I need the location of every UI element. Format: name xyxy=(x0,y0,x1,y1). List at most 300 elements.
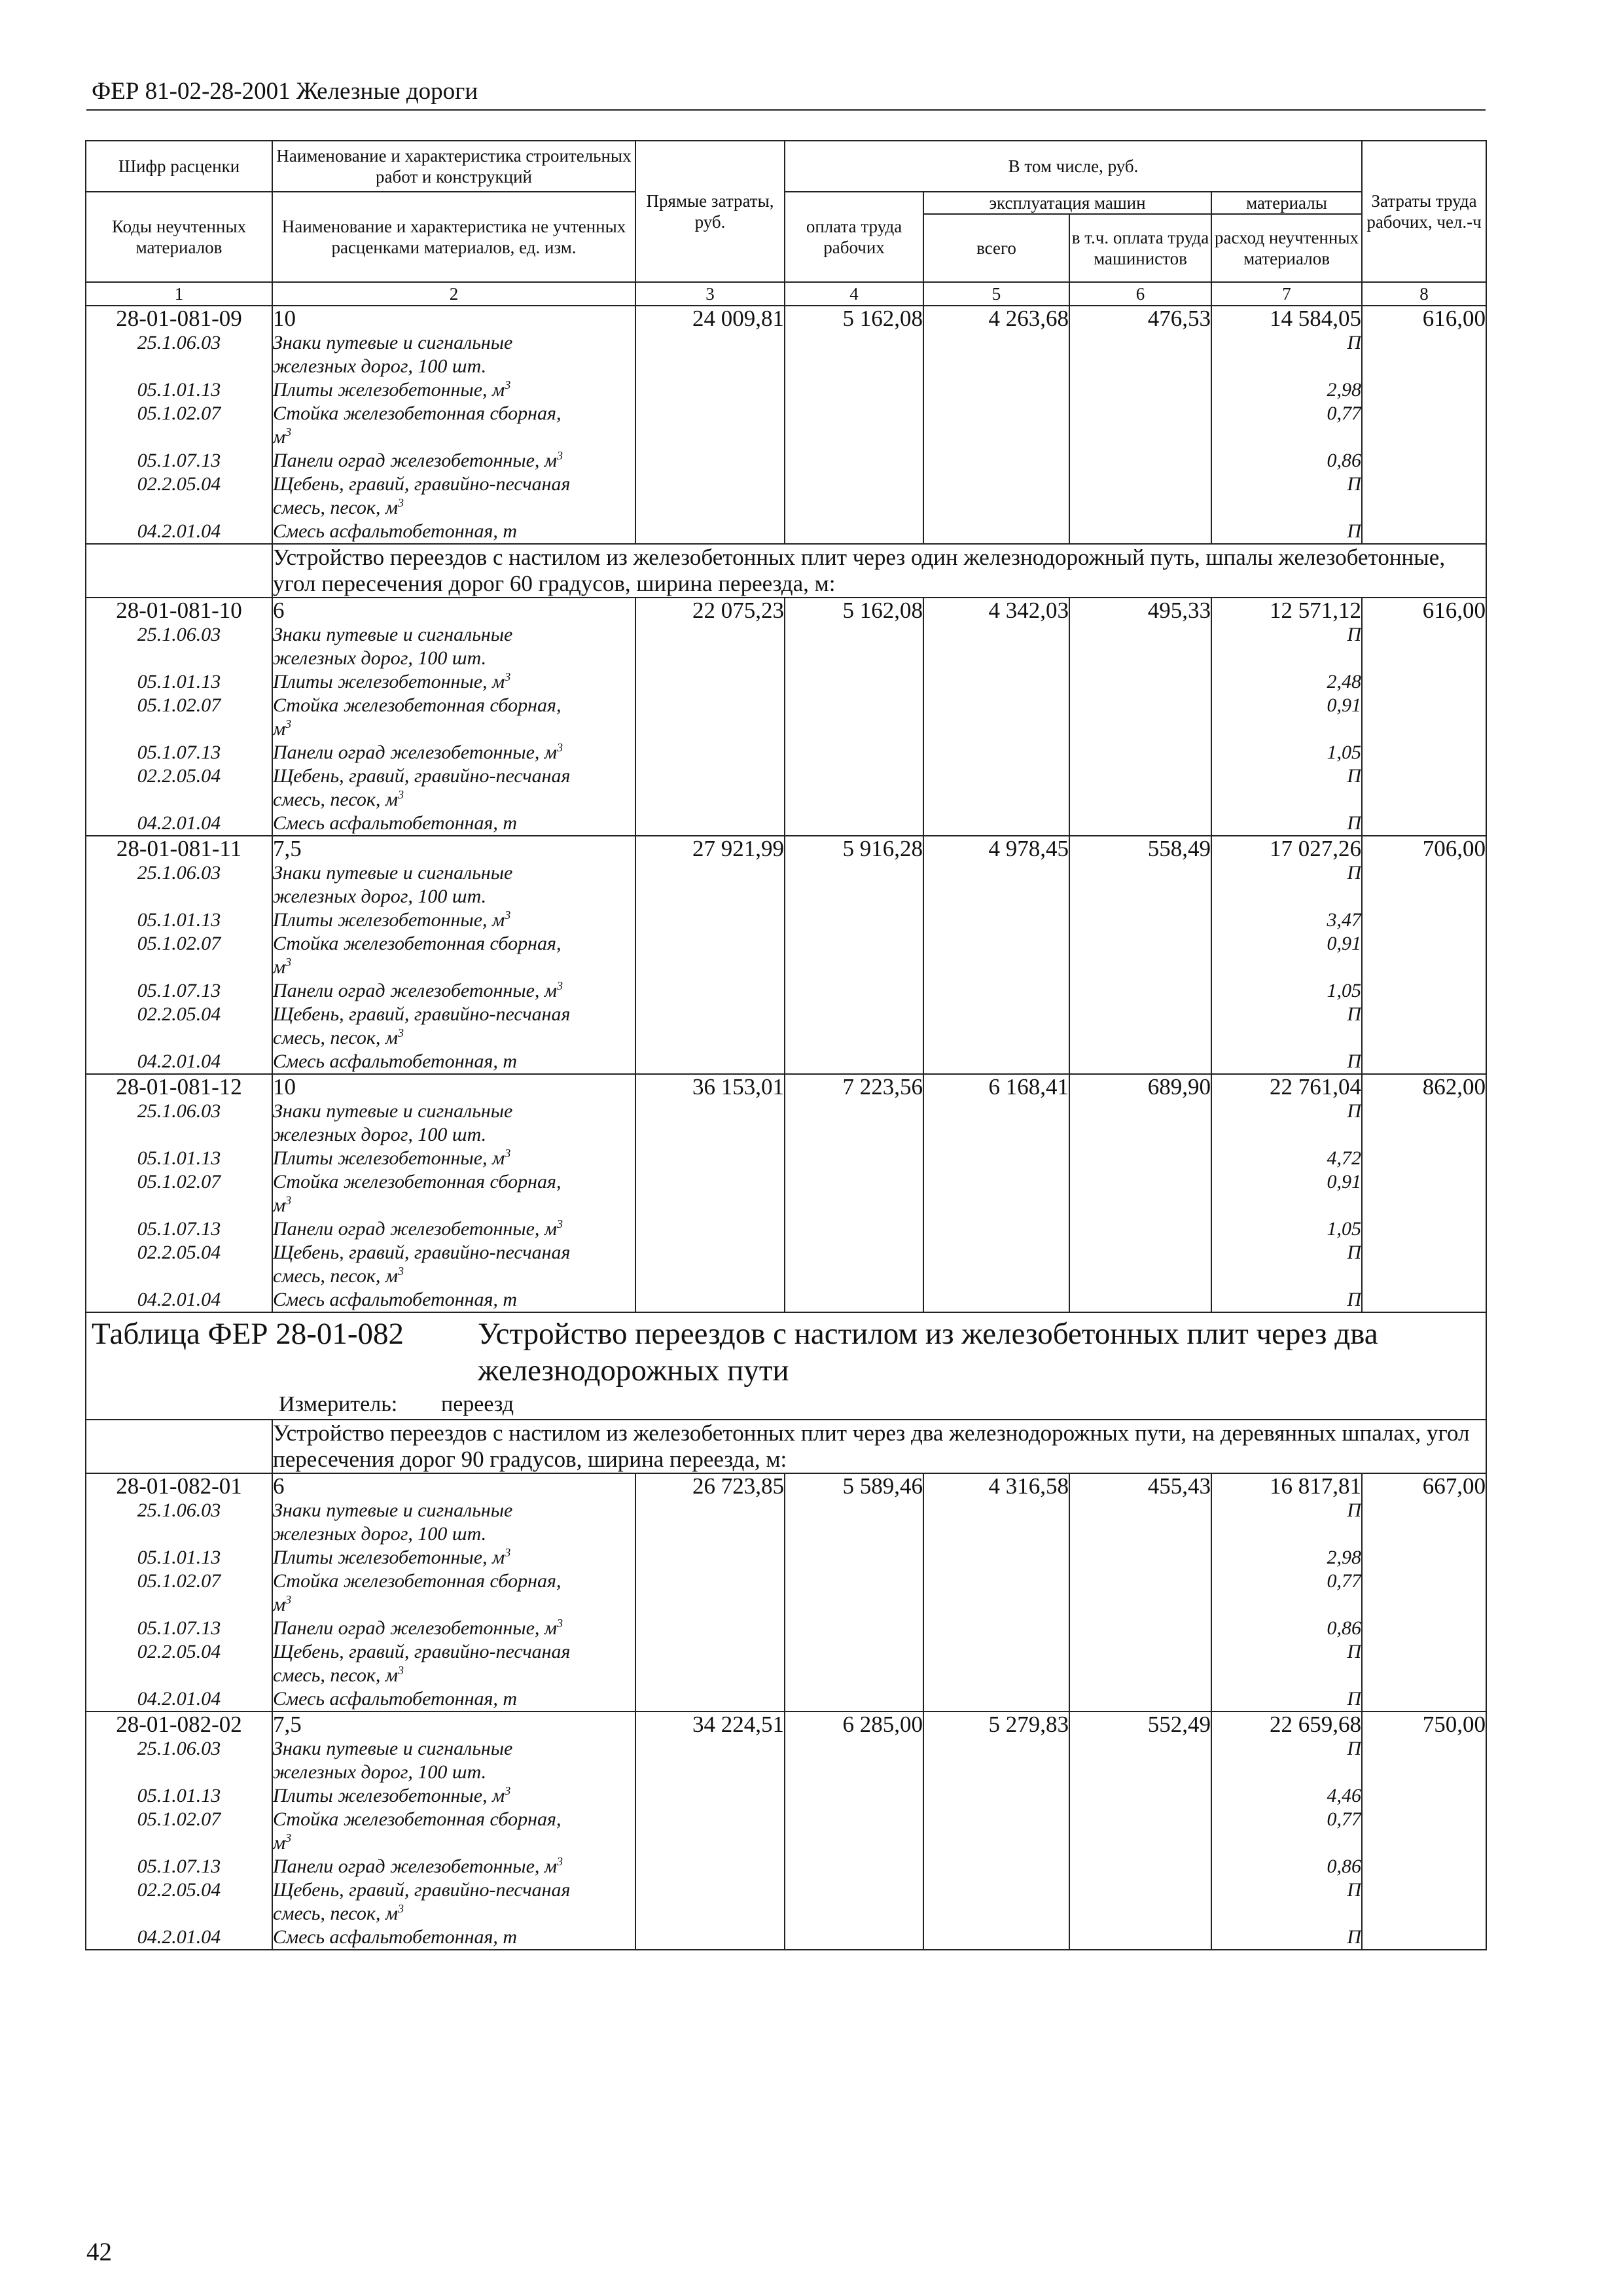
machines-cost: 4 263,68 xyxy=(923,306,1069,544)
material-quantity xyxy=(1211,1241,1362,1288)
material-name xyxy=(272,861,635,908)
material-name xyxy=(272,1784,635,1808)
material-code: 05.1.01.13 xyxy=(86,908,272,932)
measure-label: Измеритель: xyxy=(279,1392,398,1417)
material-name-line: Знаки путевые и сигнальные xyxy=(273,1499,513,1522)
machines-cost: 5 279,83 xyxy=(923,1712,1069,1950)
material-quantity xyxy=(1211,1737,1362,1784)
material-name xyxy=(272,1546,635,1570)
col-code-bottom: Коды неучтенных материалов xyxy=(86,192,272,282)
rate-code: 28-01-081-12 xyxy=(86,1074,272,1100)
unit-exponent: 3 xyxy=(398,1902,404,1916)
rate-width: 6 xyxy=(272,598,635,623)
unit-exponent: 3 xyxy=(285,1831,292,1845)
material-quantity-value: П xyxy=(1347,332,1362,354)
material-quantity-value: П xyxy=(1347,862,1362,884)
material-quantity-value: 2,98 xyxy=(1327,1547,1362,1569)
material-quantity-value: 0,91 xyxy=(1327,1171,1362,1193)
material-quantity xyxy=(1211,1003,1362,1050)
labor-cost: 750,00 xyxy=(1362,1712,1486,1950)
table-title-wrap xyxy=(92,1316,1486,1389)
material-name-line: м xyxy=(273,1194,286,1217)
material-quantity-value: П xyxy=(1347,812,1362,834)
col-incl: В том числе, руб. xyxy=(785,141,1362,192)
col-name-top: Наименование и характеристика строительных работ и конструкций xyxy=(272,141,635,192)
col-machines-wages: в т.ч. оплата труда машинистов xyxy=(1069,214,1211,282)
material-name-line: Знаки путевые и сигнальные xyxy=(273,862,513,884)
table-label: Таблица ФЕР 28-01-082 xyxy=(92,1317,404,1352)
section-description-row xyxy=(86,1420,1486,1473)
table-heading: Устройство переездов с настилом из железобетонных плит через два железнодорожных пути xyxy=(478,1317,1378,1388)
material-name xyxy=(272,932,635,979)
direct-cost: 24 009,81 xyxy=(635,306,785,544)
unit-exponent: 3 xyxy=(398,1026,404,1040)
col-wages: оплата труда рабочих xyxy=(785,192,923,282)
material-name-line: м xyxy=(273,718,286,740)
material-name xyxy=(272,1617,635,1640)
material-quantity-value: 1,05 xyxy=(1327,742,1362,764)
column-number: 8 xyxy=(1362,282,1486,306)
section-description-row xyxy=(86,544,1486,598)
material-name xyxy=(272,1737,635,1784)
rate-row xyxy=(86,836,1486,861)
material-quantity xyxy=(1211,1617,1362,1640)
material-name xyxy=(272,741,635,764)
labor-cost: 667,00 xyxy=(1362,1473,1486,1712)
rate-row xyxy=(86,306,1486,331)
column-number: 3 xyxy=(635,282,785,306)
wages-cost: 5 916,28 xyxy=(785,836,923,1074)
material-quantity-value: П xyxy=(1347,1926,1362,1948)
material-quantity-value: 3,47 xyxy=(1327,909,1362,931)
section-description: Устройство переездов с настилом из железобетонных плит через два железнодорожных пути, на деревянных шпалах, угол пересечения дорог 90 градусов, ширина переезда, м: xyxy=(272,1420,1486,1473)
material-name-line: Плиты железобетонные, м xyxy=(273,379,505,401)
header-rule xyxy=(86,109,1486,111)
material-quantity-value: 4,46 xyxy=(1327,1785,1362,1807)
material-quantity-value: П xyxy=(1347,1100,1362,1122)
material-name-line: железных дорог, 100 шт. xyxy=(273,1124,487,1146)
material-quantity xyxy=(1211,1926,1362,1950)
material-quantity xyxy=(1211,1288,1362,1312)
material-quantity xyxy=(1211,449,1362,473)
material-name xyxy=(272,520,635,544)
materials-cost: 12 571,12 xyxy=(1211,598,1362,623)
material-quantity xyxy=(1211,979,1362,1003)
material-quantity xyxy=(1211,908,1362,932)
material-name xyxy=(272,694,635,741)
material-quantity xyxy=(1211,1808,1362,1855)
material-name xyxy=(272,670,635,694)
material-name xyxy=(272,1170,635,1217)
material-name-line: Смесь асфальтобетонная, т xyxy=(273,1050,518,1073)
material-quantity-value: 0,86 xyxy=(1327,450,1362,472)
material-code: 05.1.01.13 xyxy=(86,1784,272,1808)
material-quantity-value: 2,98 xyxy=(1327,379,1362,401)
unit-exponent: 3 xyxy=(557,979,563,993)
material-quantity xyxy=(1211,1100,1362,1147)
material-code: 05.1.01.13 xyxy=(86,378,272,402)
material-quantity-value: 1,05 xyxy=(1327,980,1362,1002)
material-name xyxy=(272,623,635,670)
materials-cost: 14 584,05 xyxy=(1211,306,1362,331)
material-quantity-value: 0,77 xyxy=(1327,403,1362,425)
material-name-line: Панели оград железобетонные, м xyxy=(273,1218,558,1240)
material-name-line: Щебень, гравий, гравийно-песчаная xyxy=(273,473,571,495)
col-materials-sub: расход неучтенных материалов xyxy=(1211,214,1362,282)
material-name-line: Смесь асфальтобетонная, т xyxy=(273,1926,518,1948)
material-name-line: Плиты железобетонные, м xyxy=(273,671,505,693)
material-code: 05.1.02.07 xyxy=(86,932,272,979)
material-code: 25.1.06.03 xyxy=(86,623,272,670)
unit-exponent: 3 xyxy=(285,956,292,969)
unit-exponent: 3 xyxy=(557,449,563,463)
material-quantity xyxy=(1211,694,1362,741)
machinist-wages: 455,43 xyxy=(1069,1473,1211,1712)
column-number: 7 xyxy=(1211,282,1362,306)
material-quantity xyxy=(1211,1640,1362,1687)
wages-cost: 6 285,00 xyxy=(785,1712,923,1950)
direct-cost: 36 153,01 xyxy=(635,1074,785,1312)
unit-exponent: 3 xyxy=(557,1217,563,1231)
material-code: 02.2.05.04 xyxy=(86,1241,272,1288)
material-name xyxy=(272,1926,635,1950)
material-name-line: смесь, песок, м xyxy=(273,1027,399,1049)
material-name-line: Панели оград железобетонные, м xyxy=(273,980,558,1002)
rate-row xyxy=(86,1712,1486,1737)
material-name-line: Стойка железобетонная сборная, xyxy=(273,1570,562,1592)
column-number: 6 xyxy=(1069,282,1211,306)
material-name-line: м xyxy=(273,426,286,448)
material-code: 02.2.05.04 xyxy=(86,1003,272,1050)
material-quantity xyxy=(1211,741,1362,764)
material-quantity-value: 2,48 xyxy=(1327,671,1362,693)
machinist-wages: 495,33 xyxy=(1069,598,1211,836)
unit-exponent: 3 xyxy=(505,1147,511,1160)
material-quantity-value: П xyxy=(1347,520,1362,543)
material-name-line: железных дорог, 100 шт. xyxy=(273,355,487,378)
material-name-line: Панели оград железобетонные, м xyxy=(273,450,558,472)
material-name-line: Смесь асфальтобетонная, т xyxy=(273,520,518,543)
material-quantity xyxy=(1211,670,1362,694)
material-name-line: м xyxy=(273,956,286,978)
unit-exponent: 3 xyxy=(398,1265,404,1278)
col-materials: материалы xyxy=(1211,192,1362,214)
material-code: 25.1.06.03 xyxy=(86,1499,272,1546)
material-quantity xyxy=(1211,861,1362,908)
material-code: 04.2.01.04 xyxy=(86,812,272,836)
col-machines-total: всего xyxy=(923,214,1069,282)
material-quantity xyxy=(1211,378,1362,402)
unit-exponent: 3 xyxy=(398,496,404,510)
material-quantity xyxy=(1211,812,1362,836)
unit-exponent: 3 xyxy=(285,717,292,731)
material-code: 04.2.01.04 xyxy=(86,1050,272,1074)
material-name xyxy=(272,1050,635,1074)
machines-cost: 4 316,58 xyxy=(923,1473,1069,1712)
material-quantity-value: 4,72 xyxy=(1327,1147,1362,1170)
material-code: 05.1.01.13 xyxy=(86,670,272,694)
machinist-wages: 689,90 xyxy=(1069,1074,1211,1312)
material-quantity-value: П xyxy=(1347,1641,1362,1663)
material-quantity xyxy=(1211,1170,1362,1217)
col-direct: Прямые затраты, руб. xyxy=(635,141,785,282)
col-name-bottom: Наименование и характеристика не учтенных расценками материалов, ед. изм. xyxy=(272,192,635,282)
unit-exponent: 3 xyxy=(557,741,563,755)
rate-width: 7,5 xyxy=(272,1712,635,1737)
material-name-line: Плиты железобетонные, м xyxy=(273,1785,505,1807)
machines-cost: 4 978,45 xyxy=(923,836,1069,1074)
material-quantity-value: П xyxy=(1347,765,1362,787)
direct-cost: 34 224,51 xyxy=(635,1712,785,1950)
material-code: 05.1.02.07 xyxy=(86,694,272,741)
column-number: 1 xyxy=(86,282,272,306)
material-name xyxy=(272,1100,635,1147)
col-code-top: Шифр расценки xyxy=(86,141,272,192)
material-name xyxy=(272,1808,635,1855)
rate-width: 6 xyxy=(272,1473,635,1499)
material-name-line: Знаки путевые и сигнальные xyxy=(273,1738,513,1760)
material-name-line: Знаки путевые и сигнальные xyxy=(273,624,513,646)
unit-exponent: 3 xyxy=(505,908,511,922)
material-code: 05.1.07.13 xyxy=(86,979,272,1003)
materials-cost: 16 817,81 xyxy=(1211,1473,1362,1499)
material-code: 02.2.05.04 xyxy=(86,764,272,812)
table-title-row xyxy=(86,1312,1486,1391)
material-name-line: Смесь асфальтобетонная, т xyxy=(273,1688,518,1710)
material-name-line: Стойка железобетонная сборная, xyxy=(273,1171,562,1193)
rate-code: 28-01-081-10 xyxy=(86,598,272,623)
material-name-line: смесь, песок, м xyxy=(273,497,399,519)
material-name-line: Стойка железобетонная сборная, xyxy=(273,694,562,717)
material-code: 05.1.01.13 xyxy=(86,1546,272,1570)
machinist-wages: 552,49 xyxy=(1069,1712,1211,1950)
material-name-line: железных дорог, 100 шт. xyxy=(273,647,487,670)
material-name xyxy=(272,812,635,836)
material-quantity-value: П xyxy=(1347,473,1362,495)
unit-exponent: 3 xyxy=(505,670,511,684)
material-code: 04.2.01.04 xyxy=(86,1926,272,1950)
rate-row xyxy=(86,598,1486,623)
material-quantity-value: 0,91 xyxy=(1327,694,1362,717)
material-code: 04.2.01.04 xyxy=(86,520,272,544)
material-name-line: Щебень, гравий, гравийно-песчаная xyxy=(273,765,571,787)
material-name-line: смесь, песок, м xyxy=(273,1903,399,1925)
material-quantity xyxy=(1211,1570,1362,1617)
material-name-line: Щебень, гравий, гравийно-песчаная xyxy=(273,1641,571,1663)
measure-value: переезд xyxy=(441,1392,514,1417)
material-name-line: железных дорог, 100 шт. xyxy=(273,1523,487,1545)
material-quantity xyxy=(1211,1147,1362,1170)
material-quantity-value: 0,86 xyxy=(1327,1617,1362,1640)
material-name-line: смесь, песок, м xyxy=(273,1664,399,1687)
material-code: 05.1.01.13 xyxy=(86,1147,272,1170)
rate-code: 28-01-082-02 xyxy=(86,1712,272,1737)
material-name-line: Стойка железобетонная сборная, xyxy=(273,1808,562,1831)
col-labor: Затраты труда рабочих, чел.-ч xyxy=(1362,141,1486,282)
material-name-line: железных дорог, 100 шт. xyxy=(273,886,487,908)
material-name-line: Панели оград железобетонные, м xyxy=(273,742,558,764)
material-code: 04.2.01.04 xyxy=(86,1687,272,1712)
material-code: 05.1.02.07 xyxy=(86,1170,272,1217)
material-quantity xyxy=(1211,932,1362,979)
material-quantity xyxy=(1211,520,1362,544)
machines-cost: 4 342,03 xyxy=(923,598,1069,836)
wages-cost: 5 162,08 xyxy=(785,306,923,544)
material-name xyxy=(272,1687,635,1712)
material-code: 25.1.06.03 xyxy=(86,861,272,908)
material-name xyxy=(272,1217,635,1241)
material-name xyxy=(272,1288,635,1312)
material-name-line: Щебень, гравий, гравийно-песчаная xyxy=(273,1242,571,1264)
wages-cost: 5 162,08 xyxy=(785,598,923,836)
rate-code: 28-01-082-01 xyxy=(86,1473,272,1499)
labor-cost: 706,00 xyxy=(1362,836,1486,1074)
material-quantity-value: П xyxy=(1347,1738,1362,1760)
materials-cost: 22 761,04 xyxy=(1211,1074,1362,1100)
measure-row xyxy=(86,1391,1486,1420)
rate-width: 10 xyxy=(272,1074,635,1100)
labor-cost: 862,00 xyxy=(1362,1074,1486,1312)
table-title xyxy=(86,1312,1486,1391)
material-quantity-value: П xyxy=(1347,624,1362,646)
material-quantity-value: 0,77 xyxy=(1327,1570,1362,1592)
column-number: 4 xyxy=(785,282,923,306)
material-code: 02.2.05.04 xyxy=(86,1640,272,1687)
material-quantity-value: П xyxy=(1347,1499,1362,1522)
unit-exponent: 3 xyxy=(505,1546,511,1560)
labor-cost: 616,00 xyxy=(1362,598,1486,836)
material-quantity xyxy=(1211,1050,1362,1074)
direct-cost: 27 921,99 xyxy=(635,836,785,1074)
empty-cell xyxy=(86,1420,272,1473)
column-number: 5 xyxy=(923,282,1069,306)
rate-code: 28-01-081-09 xyxy=(86,306,272,331)
labor-cost: 616,00 xyxy=(1362,306,1486,544)
empty-cell xyxy=(86,544,272,598)
material-code: 02.2.05.04 xyxy=(86,473,272,520)
unit-exponent: 3 xyxy=(285,1593,292,1607)
material-name-line: Панели оград железобетонные, м xyxy=(273,1617,558,1640)
material-code: 05.1.02.07 xyxy=(86,1808,272,1855)
material-name-line: железных дорог, 100 шт. xyxy=(273,1761,487,1784)
wages-cost: 5 589,46 xyxy=(785,1473,923,1712)
material-quantity xyxy=(1211,1687,1362,1712)
material-name-line: Знаки путевые и сигнальные xyxy=(273,1100,513,1122)
material-quantity-value: 0,77 xyxy=(1327,1808,1362,1831)
material-quantity-value: 0,86 xyxy=(1327,1856,1362,1878)
material-quantity xyxy=(1211,1784,1362,1808)
section-description: Устройство переездов с настилом из железобетонных плит через один железнодорожный путь, шпалы железобетонные, угол пересечения дорог 60 градусов, ширина переезда, м: xyxy=(272,544,1486,598)
material-quantity xyxy=(1211,1878,1362,1926)
unit-exponent: 3 xyxy=(557,1617,563,1630)
material-name xyxy=(272,764,635,812)
material-name-line: Смесь асфальтобетонная, т xyxy=(273,812,518,834)
material-name xyxy=(272,1855,635,1878)
material-name-line: смесь, песок, м xyxy=(273,789,399,811)
machinist-wages: 476,53 xyxy=(1069,306,1211,544)
material-quantity-value: П xyxy=(1347,1879,1362,1901)
material-name-line: Щебень, гравий, гравийно-песчаная xyxy=(273,1003,571,1026)
column-number: 2 xyxy=(272,282,635,306)
material-name-line: м xyxy=(273,1832,286,1854)
material-name xyxy=(272,1147,635,1170)
material-quantity xyxy=(1211,473,1362,520)
material-code: 05.1.02.07 xyxy=(86,402,272,449)
material-quantity xyxy=(1211,1546,1362,1570)
material-quantity xyxy=(1211,623,1362,670)
material-name-line: Стойка железобетонная сборная, xyxy=(273,403,562,425)
rate-width: 7,5 xyxy=(272,836,635,861)
unit-exponent: 3 xyxy=(557,1855,563,1869)
unit-exponent: 3 xyxy=(505,378,511,392)
material-quantity-value: П xyxy=(1347,1688,1362,1710)
col-machines: эксплуатация машин xyxy=(923,192,1211,214)
material-name-line: Стойка железобетонная сборная, xyxy=(273,933,562,955)
material-code: 05.1.07.13 xyxy=(86,741,272,764)
material-quantity xyxy=(1211,1217,1362,1241)
machinist-wages: 558,49 xyxy=(1069,836,1211,1074)
material-quantity-value: П xyxy=(1347,1242,1362,1264)
unit-exponent: 3 xyxy=(398,788,404,802)
material-name-line: Знаки путевые и сигнальные xyxy=(273,332,513,354)
material-name-line: смесь, песок, м xyxy=(273,1265,399,1287)
material-name-line: Плиты железобетонные, м xyxy=(273,909,505,931)
rate-code: 28-01-081-11 xyxy=(86,836,272,861)
machines-cost: 6 168,41 xyxy=(923,1074,1069,1312)
measure xyxy=(86,1391,1486,1420)
material-name xyxy=(272,402,635,449)
material-name-line: Панели оград железобетонные, м xyxy=(273,1856,558,1878)
material-code: 05.1.07.13 xyxy=(86,1617,272,1640)
material-name-line: Плиты железобетонные, м xyxy=(273,1147,505,1170)
page-header: ФЕР 81-02-28-2001 Железные дороги xyxy=(92,78,478,105)
unit-exponent: 3 xyxy=(398,1664,404,1677)
material-quantity xyxy=(1211,1855,1362,1878)
material-quantity xyxy=(1211,1499,1362,1546)
material-name-line: Плиты железобетонные, м xyxy=(273,1547,505,1569)
material-quantity-value: 0,91 xyxy=(1327,933,1362,955)
material-name xyxy=(272,1241,635,1288)
material-name-line: Смесь асфальтобетонная, т xyxy=(273,1289,518,1311)
material-code: 05.1.07.13 xyxy=(86,1217,272,1241)
rate-width: 10 xyxy=(272,306,635,331)
material-code: 05.1.07.13 xyxy=(86,449,272,473)
unit-exponent: 3 xyxy=(285,425,292,439)
material-quantity-value: П xyxy=(1347,1003,1362,1026)
material-name xyxy=(272,473,635,520)
material-name xyxy=(272,1003,635,1050)
material-name-line: Щебень, гравий, гравийно-песчаная xyxy=(273,1879,571,1901)
material-quantity-value: 1,05 xyxy=(1327,1218,1362,1240)
material-code: 04.2.01.04 xyxy=(86,1288,272,1312)
material-name xyxy=(272,979,635,1003)
wages-cost: 7 223,56 xyxy=(785,1074,923,1312)
materials-cost: 17 027,26 xyxy=(1211,836,1362,861)
material-quantity xyxy=(1211,402,1362,449)
materials-cost: 22 659,68 xyxy=(1211,1712,1362,1737)
rates-table xyxy=(85,140,1487,1950)
material-code: 25.1.06.03 xyxy=(86,1100,272,1147)
material-quantity xyxy=(1211,764,1362,812)
direct-cost: 22 075,23 xyxy=(635,598,785,836)
material-quantity xyxy=(1211,331,1362,378)
material-name xyxy=(272,1570,635,1617)
material-name xyxy=(272,449,635,473)
material-name xyxy=(272,331,635,378)
material-quantity-value: П xyxy=(1347,1050,1362,1073)
page-number: 42 xyxy=(86,2238,112,2266)
material-name xyxy=(272,1640,635,1687)
